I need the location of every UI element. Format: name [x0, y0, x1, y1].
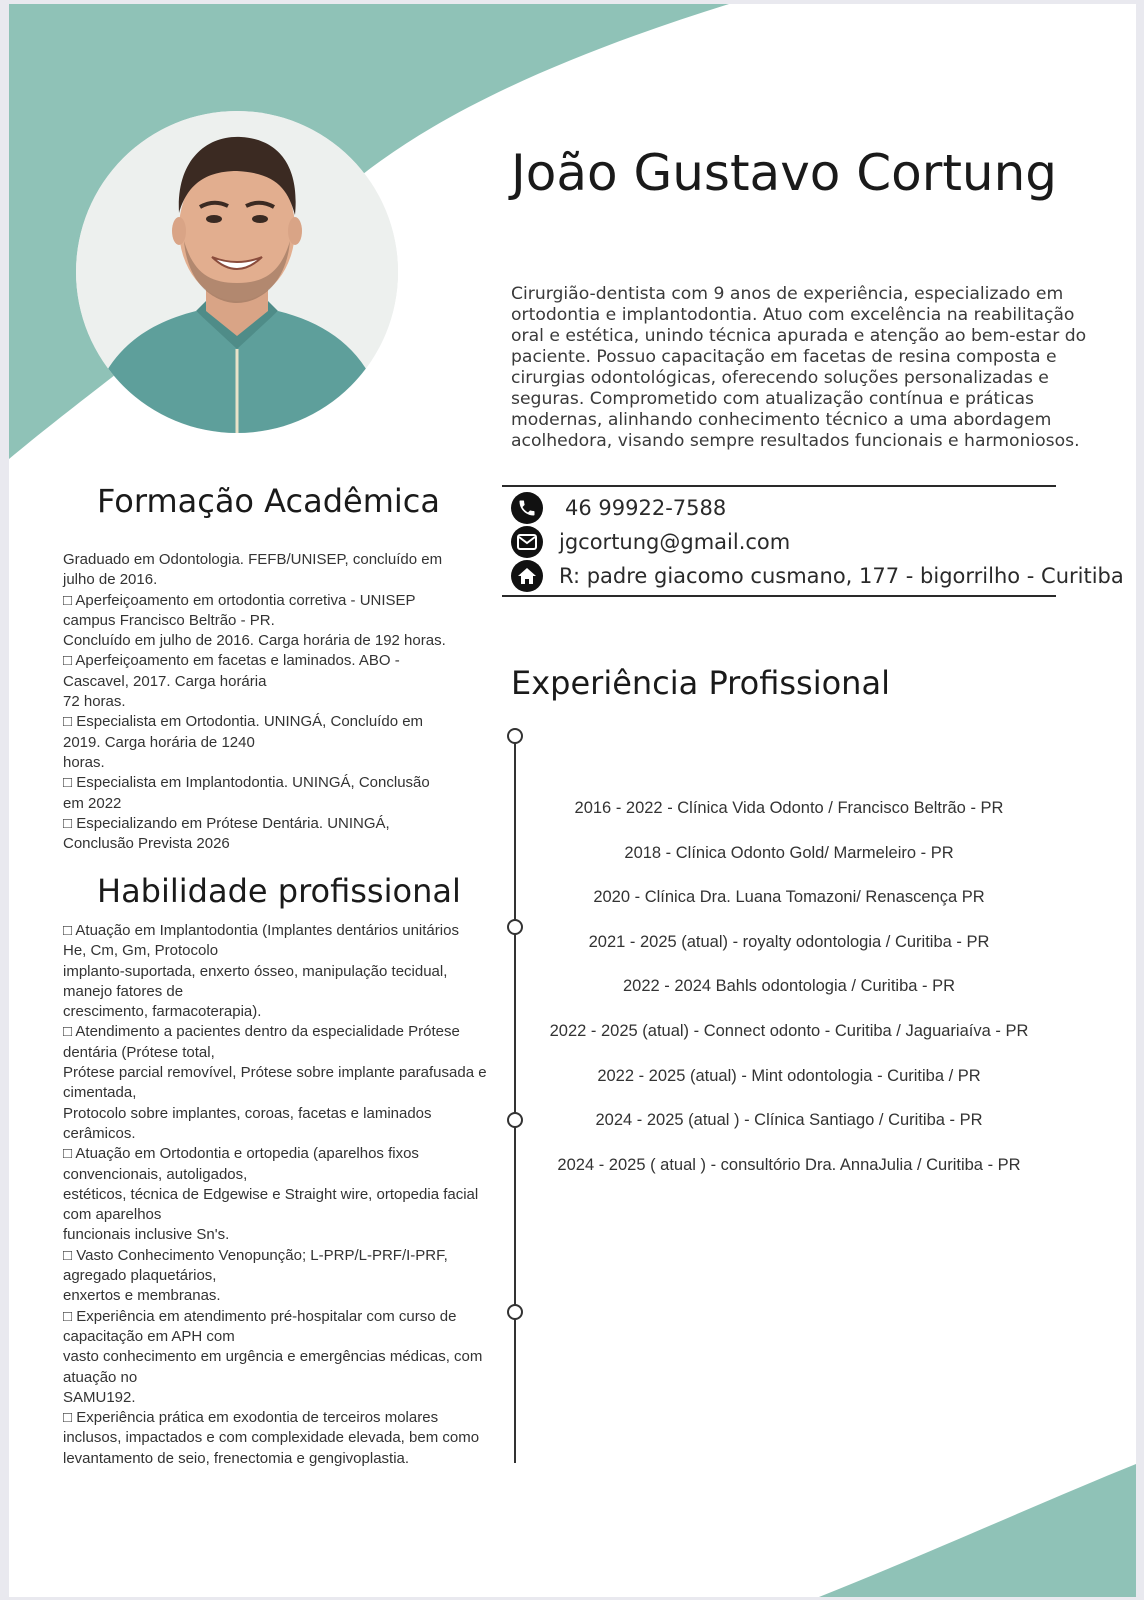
skills-line: com aparelhos [63, 1206, 162, 1224]
skills-line: capacitação em APH com [63, 1327, 235, 1345]
contact-address: R: padre giacomo cusmano, 177 - bigorrilho - Curitiba [559, 564, 1124, 588]
experience-item: 2022 - 2025 (atual) - Mint odontologia - Curitiba / PR [597, 1066, 981, 1085]
experience-item: 2016 - 2022 - Clínica Vida Odonto / Francisco Beltrão - PR [574, 799, 1004, 817]
education-line: □ Especializando em Prótese Dentária. UNINGÁ, [63, 814, 390, 832]
contact-email[interactable]: jgcortung@gmail.com [559, 530, 791, 554]
education-line: julho de 2016. [63, 571, 158, 589]
education-line: □ Especialista em Ortodontia. UNINGÁ, Concluído em [63, 713, 424, 731]
experience-item: 2021 - 2025 (atual) - royalty odontologia / Curitiba - PR [588, 932, 990, 951]
skills-line: He, Cm, Gm, Protocolo [63, 942, 219, 960]
experience-item: 2022 - 2025 (atual) - Connect odonto - Curitiba / Jaguariaíva - PR [549, 1022, 1029, 1040]
experience-item: 2022 - 2024 Bahls odontologia / Curitiba - PR [622, 977, 956, 996]
education-line: campus Francisco Beltrão - PR. [63, 611, 275, 629]
timeline-node [507, 728, 523, 744]
skills-line: cerâmicos. [63, 1124, 136, 1142]
phone-icon [511, 492, 543, 524]
education-line: Graduado em Odontologia. FEFB/UNISEP, concluído em [63, 551, 443, 568]
skills-line: inclusos, impactados e com complexidade elevada, bem como [63, 1429, 480, 1447]
experience-item: 2020 - Clínica Dra. Luana Tomazoni/ Renascença PR [593, 888, 985, 907]
experience-item: 2024 - 2025 (atual ) - Clínica Santiago / Curitiba - PR [595, 1111, 983, 1130]
bottom-right-wave [819, 1464, 1136, 1597]
profile-photo [76, 111, 398, 433]
skills-line: Protocolo sobre implantes, coroas, facetas e laminados [63, 1104, 432, 1122]
skills-line: agregado plaquetários, [63, 1267, 217, 1285]
skills-line: atuação no [63, 1368, 138, 1386]
skills-line: enxertos e membranas. [63, 1287, 221, 1305]
skills-line: □ Vasto Conhecimento Venopunção; L-PRP/L-PRF/I-PRF, [63, 1246, 448, 1264]
experience-heading: Experiência Profissional [511, 664, 890, 702]
education-line: Conclusão Prevista 2026 [63, 835, 230, 853]
skills-line: □ Experiência prática em exodontia de terceiros molares [63, 1409, 439, 1427]
skills-line: □ Atendimento a pacientes dentro da especialidade Prótese [63, 1023, 460, 1041]
professional-summary: Cirurgião-dentista com 9 anos de experiência, especializado em ortodontia e implantodontia. Atuo com excelência na reabilitação oral e estética, unindo técnica apurada e atenção ao bem-estar do paciente. Possuo capacitação em facetas de resina composta e cirurgias odontológicas, oferecendo soluções personalizadas e seguras. Comprometido com atualização contínua e práticas modernas, alinhando conhecimento técnico a uma abordagem acolhedora, visando sempre resultados funcionais e harmoniosos. [511, 284, 1087, 451]
education-line: 2019. Carga horária de 1240 [63, 733, 255, 751]
skills-line: SAMU192. [63, 1388, 136, 1406]
skills-line: levantamento de seio, frenectomia e gengivoplastia. [63, 1449, 410, 1467]
experience-item: 2018 - Clínica Odonto Gold/ Marmeleiro - PR [624, 843, 954, 862]
skills-line: vasto conhecimento em urgência e emergências médicas, com [63, 1348, 483, 1366]
skills-line: crescimento, farmacoterapia). [63, 1003, 262, 1021]
contact-top-divider [502, 485, 1056, 487]
education-text [63, 550, 495, 854]
candidate-name: João Gustavo Cortung [511, 144, 1058, 202]
skills-text [63, 921, 495, 1469]
education-line: □ Especialista em Implantodontia. UNINGÁ, Conclusão [63, 774, 430, 792]
skills-line: manejo fatores de [63, 982, 184, 1000]
resume-page [9, 4, 1136, 1597]
skills-line: □ Atuação em Ortodontia e ortopedia (aparelhos fixos [63, 1145, 419, 1163]
timeline-node [507, 1304, 523, 1320]
skills-line: funcionais inclusive Sn's. [63, 1226, 230, 1244]
skills-line: □ Atuação em Implantodontia (Implantes dentários unitários [63, 922, 459, 939]
skills-line: □ Experiência em atendimento pré-hospitalar com curso de [63, 1307, 457, 1325]
education-line: horas. [63, 753, 105, 771]
education-heading: Formação Acadêmica [97, 482, 440, 520]
skills-line: estéticos, técnica de Edgewise e Straight wire, ortopedia facial [63, 1185, 479, 1203]
contact-phone: 46 99922-7588 [565, 496, 727, 520]
skills-line: dentária (Prótese total, [63, 1043, 215, 1061]
skills-line: implanto-suportada, enxerto ósseo, manipulação tecidual, [63, 962, 448, 980]
skills-line: cimentada, [63, 1084, 137, 1102]
skills-line: Prótese parcial removível, Prótese sobre implante parafusada e [63, 1064, 487, 1082]
contact-bottom-divider [502, 595, 1056, 597]
education-line: Concluído em julho de 2016. Carga horária de 192 horas. [63, 632, 446, 650]
education-line: 72 horas. [63, 693, 126, 711]
contact-email-row [511, 526, 790, 558]
skills-line: convencionais, autoligados, [63, 1165, 248, 1183]
skills-heading: Habilidade profissional [97, 872, 461, 910]
experience-item: 2024 - 2025 ( atual ) - consultório Dra. AnnaJulia / Curitiba - PR [557, 1155, 1021, 1174]
education-line: □ Aperfeiçoamento em ortodontia corretiva - UNISEP [63, 591, 416, 609]
home-icon [511, 560, 543, 592]
contact-phone-row [511, 492, 726, 524]
mail-icon [511, 526, 543, 558]
education-line: □ Aperfeiçoamento em facetas e laminados. ABO - [63, 652, 400, 670]
education-line: Cascavel, 2017. Carga horária [63, 672, 267, 690]
contact-address-row [511, 560, 1124, 592]
education-line: em 2022 [63, 794, 122, 812]
